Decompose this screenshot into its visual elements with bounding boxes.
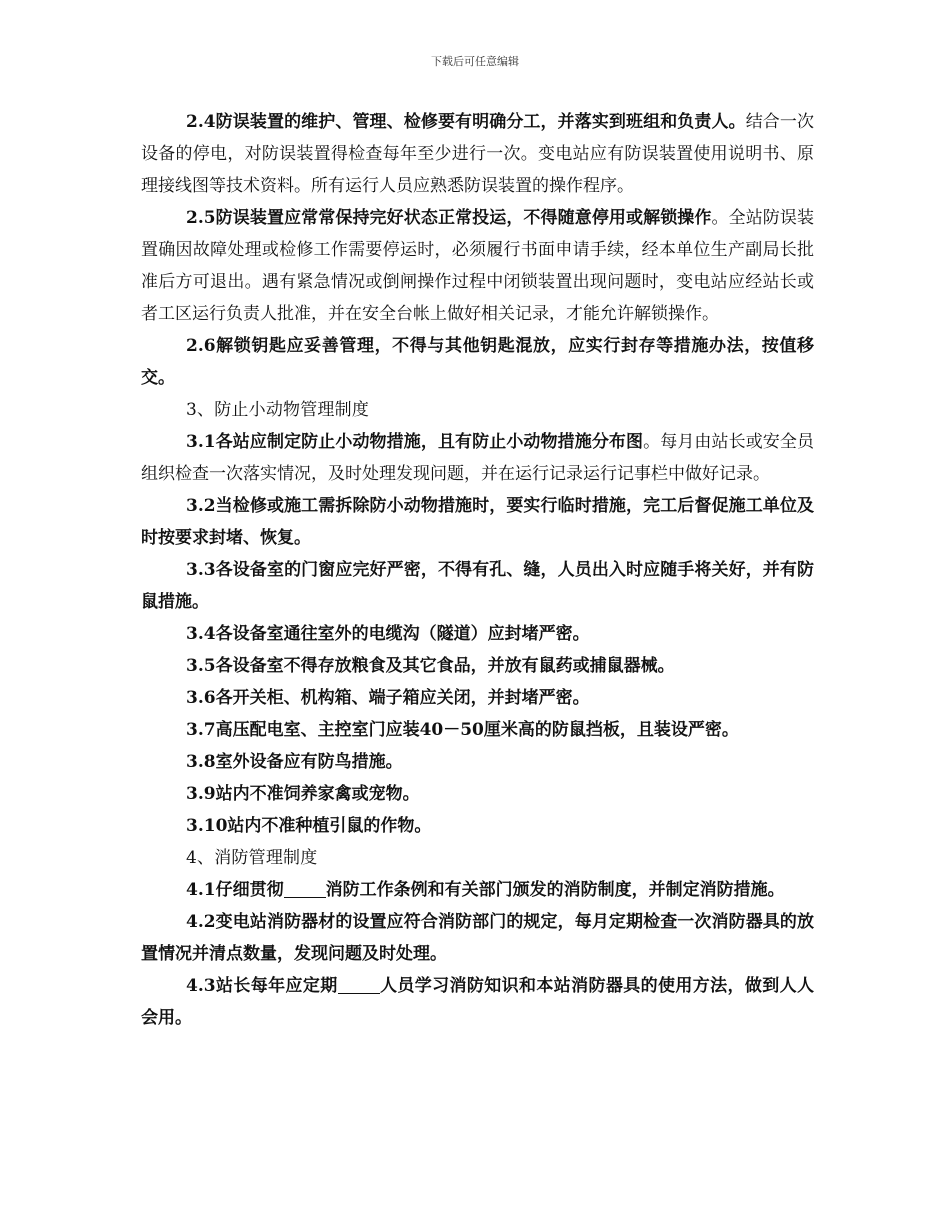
paragraph-3-5 bbox=[141, 650, 814, 682]
section-heading-4 bbox=[141, 842, 814, 874]
paragraph-3-3 bbox=[141, 554, 814, 618]
paragraph-3-9 bbox=[141, 778, 814, 810]
paragraph-bold-text-continued: 消防工作条例和有关部门颁发的消防制度，并制定消防措施。 bbox=[325, 880, 785, 900]
paragraph-3-7 bbox=[141, 714, 814, 746]
blank-underline bbox=[284, 879, 326, 898]
paragraph-4-1 bbox=[141, 874, 814, 906]
paragraph-bold-text: 3.3各设备室的门窗应完好严密，不得有孔、缝，人员出入时应随手将关好，并有防鼠措施。 bbox=[141, 560, 814, 612]
section-heading-3 bbox=[141, 394, 814, 426]
paragraph-4-3 bbox=[141, 970, 814, 1034]
paragraph-3-1 bbox=[141, 426, 814, 490]
paragraph-3-6 bbox=[141, 682, 814, 714]
paragraph-bold-text: 3.9站内不准饲养家禽或宠物。 bbox=[186, 784, 420, 804]
paragraph-2-6 bbox=[141, 330, 814, 394]
paragraph-bold-text: 2.6解锁钥匙应妥善管理，不得与其他钥匙混放，应实行封存等措施办法，按值移交。 bbox=[141, 336, 814, 388]
paragraph-bold-text: 4.1仔细贯彻 bbox=[186, 880, 284, 900]
paragraph-bold-text: 3.4各设备室通往室外的电缆沟（隧道）应封堵严密。 bbox=[186, 624, 590, 644]
paragraph-bold-text: 3.1各站应制定防止小动物措施，且有防止小动物措施分布图 bbox=[186, 432, 644, 452]
paragraph-bold-text: 3.8室外设备应有防鸟措施。 bbox=[186, 752, 403, 772]
paragraph-4-2 bbox=[141, 906, 814, 970]
paragraph-bold-text: 3.7高压配电室、主控室门应装40－50厘米高的防鼠挡板，且装设严密。 bbox=[186, 720, 739, 740]
paragraph-bold-text: 4.3站长每年应定期 bbox=[186, 976, 338, 996]
document-body bbox=[141, 106, 814, 1034]
paragraph-3-2 bbox=[141, 490, 814, 554]
page-header: 下载后可任意编辑 bbox=[431, 55, 519, 68]
paragraph-bold-text: 2.5防误装置应常常保持完好状态正常投运，不得随意停用或解锁操作 bbox=[186, 208, 712, 228]
paragraph-text: 。全站防误装置确因故障处理或检修工作需要停运时，必须履行书面申请手续，经本单位生产副局长批准后方可退出。遇有紧急情况或倒闸操作过程中闭锁装置出现问题时，变电站应经站长或者工区运行负责人批准，并在安全台帐上做好相关记录，才能允许解锁操作。 bbox=[141, 208, 815, 324]
paragraph-bold-text: 3.2当检修或施工需拆除防小动物措施时，要实行临时措施，完工后督促施工单位及时按要求封堵、恢复。 bbox=[141, 496, 814, 548]
paragraph-bold-text-continued: 人员学习消防知识和本站消防器具的使用方法，做到人人会用。 bbox=[141, 976, 815, 1028]
paragraph-bold-text: 3.5各设备室不得存放粮食及其它食品，并放有鼠药或捕鼠器械。 bbox=[186, 656, 675, 676]
paragraph-3-4 bbox=[141, 618, 814, 650]
paragraph-bold-text: 4.2变电站消防器材的设置应符合消防部门的规定，每月定期检查一次消防器具的放置情况并清点数量，发现问题及时处理。 bbox=[141, 912, 814, 964]
paragraph-bold-text: 3.10站内不准种植引鼠的作物。 bbox=[186, 816, 432, 836]
section-heading-text: 4、消防管理制度 bbox=[186, 848, 318, 868]
paragraph-3-8 bbox=[141, 746, 814, 778]
paragraph-bold-text: 2.4防误装置的维护、管理、检修要有明确分工，并落实到班组和负责人。 bbox=[186, 112, 746, 132]
section-heading-text: 3、防止小动物管理制度 bbox=[186, 400, 370, 420]
blank-underline bbox=[338, 975, 380, 994]
paragraph-2-4 bbox=[141, 106, 814, 202]
paragraph-bold-text: 3.6各开关柜、机构箱、端子箱应关闭，并封堵严密。 bbox=[186, 688, 590, 708]
paragraph-text: 结合一次设备的停电，对防误装置得检查每年至少进行一次。变电站应有防误装置使用说明书、原理接线图等技术资料。所有运行人员应熟悉防误装置的操作程序。 bbox=[141, 112, 814, 196]
paragraph-2-5 bbox=[141, 202, 814, 330]
paragraph-3-10 bbox=[141, 810, 814, 842]
paragraph-text: 。每月由站长或安全员组织检查一次落实情况，及时处理发现问题，并在运行记录运行记事栏中做好记录。 bbox=[141, 432, 815, 484]
